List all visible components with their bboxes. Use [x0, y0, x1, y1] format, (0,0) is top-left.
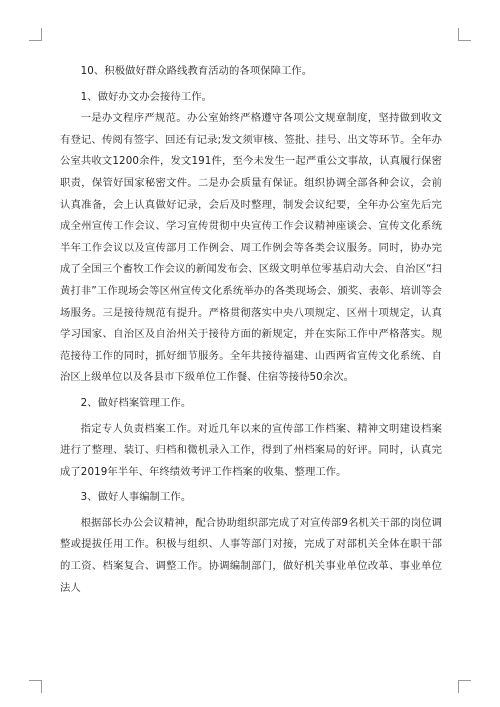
body-paragraph: 一是办文程序严规范。办公室始终严格遵守各项公文规章制度，坚持做到收文有登记、传阅有签字、回还有记录;发文须审核、签批、挂号、出文等环节。全年办公室共收文1200余件，发文191件，至今未发生一起严重公文事故，认真履行保密职责，保管好国家秘密文件。二是办会质量有保证。组织协调全部各种会议，会前认真准备，会上认真做好记录，会后及时整理，制发会议纪要，全年办公室先后完成全州宣传工作会议、学习宣传贯彻中央宣传工作会议精神座谈会、宣传文化系统半年工作会议以及宣传部月工作例会、周工作例会等各类会议服务。同时，协办完成了全国三个畜牧工作会议的新闻发布会、区级文明单位零基启动大会、自治区“扫黄打非”工作现场会等区州宣传文化系统举办的各类现场会、颁奖、表彰、培训等会场服务。三是接待规范有提升。严格贯彻落实中央八项规定、区州十项规定，认真学习国家、自治区及自治州关于接待方面的新规定，并在实际工作中严格落实。规范接待工作的同时，抓好细节服务。全年共接待福建、山西两省宣传文化系统、自治区上级单位以及各县市下级单位工作餐、住宿等接待50余次。: [60, 112, 442, 384]
subsection-heading: 1、做好办文办会接待工作。: [80, 90, 213, 103]
subsection-heading: 3、做好人事编制工作。: [80, 491, 192, 504]
document-body: [60, 61, 442, 599]
body-paragraph: 根据部长办公会议精神，配合协助组织部完成了对宣传部9名机关干部的岗位调整或提拔任用工作。积极与组织、人事等部门对接，完成了对部机关全体在职干部的工资、档案复合、调整工作。协调编制部门，做好机关事业单位改革、事业单位法人: [60, 516, 442, 594]
crop-mark-top-left: [29, 28, 42, 41]
crop-mark-bottom-right: [458, 680, 471, 693]
crop-mark-bottom-left: [29, 680, 42, 693]
subsection-heading: 2、做好档案管理工作。: [80, 396, 192, 409]
section-heading: 10、积极做好群众路线教育活动的各项保障工作。: [80, 65, 313, 77]
crop-mark-top-right: [458, 28, 471, 41]
body-paragraph: 指定专人负责档案工作。对近几年以来的宣传部工作档案、精神文明建设档案进行了整理、装订、归档和微机录入工作，得到了州档案局的好评。同时，认真完成了2019年半年、年终绩效考评工作档案的收集、整理工作。: [60, 422, 442, 478]
